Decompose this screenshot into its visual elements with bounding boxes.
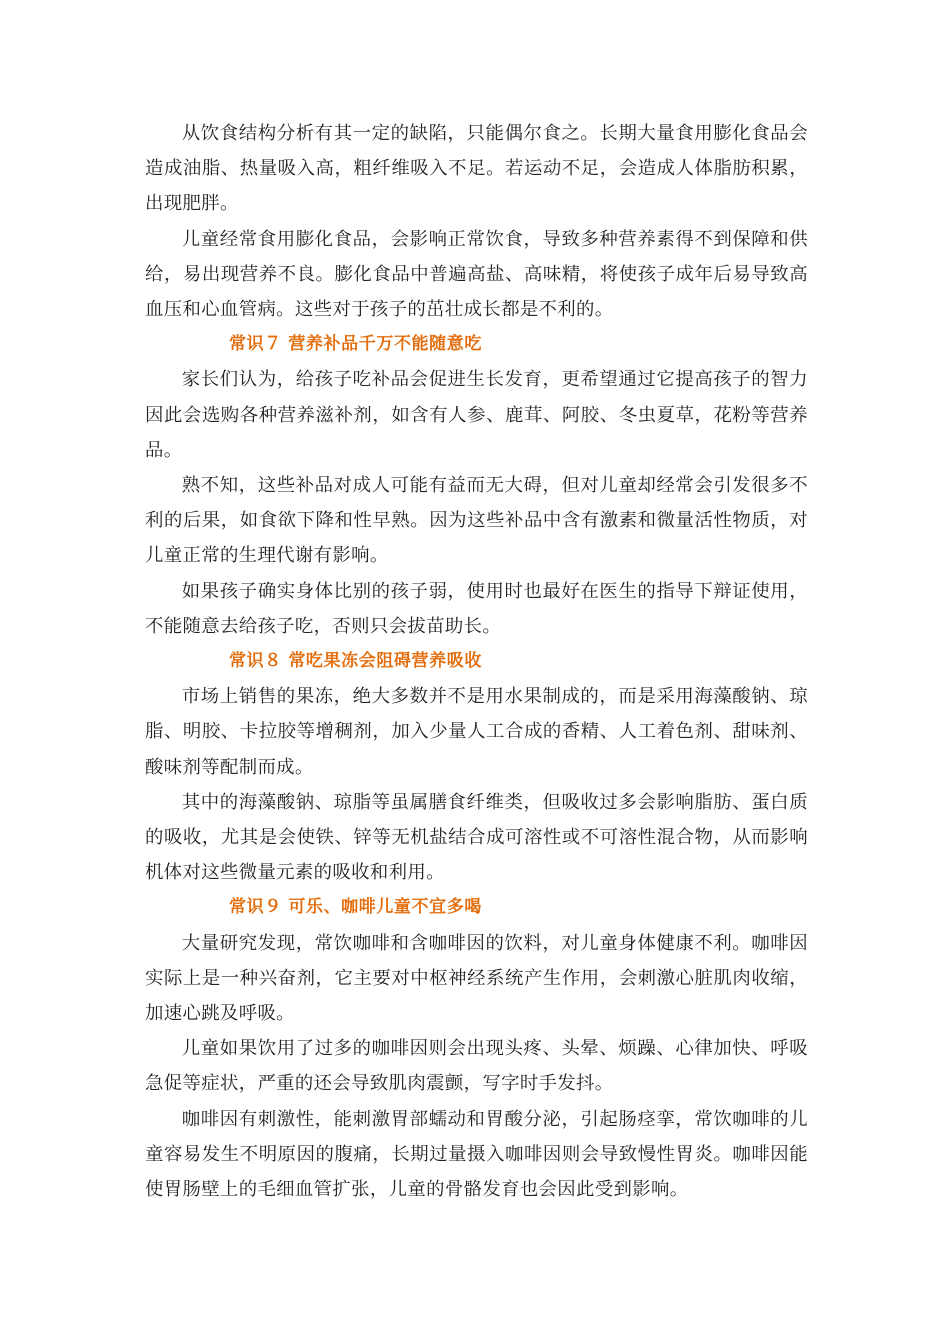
paragraph-supplements-advice: 如果孩子确实身体比别的孩子弱，使用时也最好在医生的指导下辩证使用，不能随意去给孩子吃，否则只会拔苗助长。 [145, 580, 808, 637]
section-heading-tip-9: 常识９ 可乐、咖啡儿童不宜多喝 [229, 897, 482, 918]
paragraph-supplements-parents: 家长们认为，给孩子吃补品会促进生长发育，更希望通过它提高孩子的智力因此会选购各种营养滋补剂，如含有人参、鹿茸、阿胶、冬虫夏草，花粉等营养品。 [145, 369, 808, 461]
paragraph-caffeine-research: 大量研究发现，常饮咖啡和含咖啡因的饮料，对儿童身体健康不利。咖啡因实际上是一种兴奋剂，它主要对中枢神经系统产生作用，会刺激心脏肌肉收缩，加速心跳及呼吸。 [145, 932, 808, 1025]
section-heading-tip-8: 常识８ 常吃果冻会阻碍营养吸收 [229, 651, 482, 672]
document-body [145, 116, 808, 1207]
paragraph-caffeine-symptoms: 儿童如果饮用了过多的咖啡因则会出现头疼、头晕、烦躁、心律加快、呼吸急促等症状，严重的还会导致肌肉震颤，写字时手发抖。 [145, 1038, 808, 1095]
paragraph-supplements-effects: 熟不知，这些补品对成人可能有益而无大碍，但对儿童却经常会引发很多不利的后果，如食欲下降和性早熟。因为这些补品中含有激素和微量活性物质，对儿童正常的生理代谢有影响。 [145, 475, 808, 567]
paragraph-jelly-ingredients: 市场上销售的果冻，绝大多数并不是用水果制成的，而是采用海藻酸钠、琼脂、明胶、卡拉胶等增稠剂，加入少量人工合成的香精、人工着色剂、甜味剂、酸味剂等配制而成。 [145, 686, 808, 778]
section-heading-tip-7: 常识７ 营养补品千万不能随意吃 [229, 334, 482, 355]
paragraph-caffeine-stomach: 咖啡因有刺激性，能刺激胃部蠕动和胃酸分泌，引起肠痉挛，常饮咖啡的儿童容易发生不明原因的腹痛，长期过量摄入咖啡因则会导致慢性胃炎。咖啡因能使胃肠壁上的毛细血管扩张，儿童的骨骼发育也会因此受到影响。 [145, 1108, 808, 1201]
paragraph-jelly-absorption: 其中的海藻酸钠、琼脂等虽属膳食纤维类，但吸收过多会影响脂肪、蛋白质的吸收，尤其是会使铁、锌等无机盐结合成可溶性或不可溶性混合物，从而影响机体对这些微量元素的吸收和利用。 [145, 791, 808, 884]
paragraph-puffed-food-children: 儿童经常食用膨化食品，会影响正常饮食，导致多种营养素得不到保障和供给，易出现营养不良。膨化食品中普遍高盐、高味精，将使孩子成年后易导致高血压和心血管病。这些对于孩子的茁壮成长都是不利的。 [145, 228, 808, 321]
paragraph-puffed-food-structure: 从饮食结构分析有其一定的缺陷，只能偶尔食之。长期大量食用膨化食品会造成油脂、热量吸入高，粗纤维吸入不足。若运动不足，会造成人体脂肪积累，出现肥胖。 [145, 123, 808, 215]
